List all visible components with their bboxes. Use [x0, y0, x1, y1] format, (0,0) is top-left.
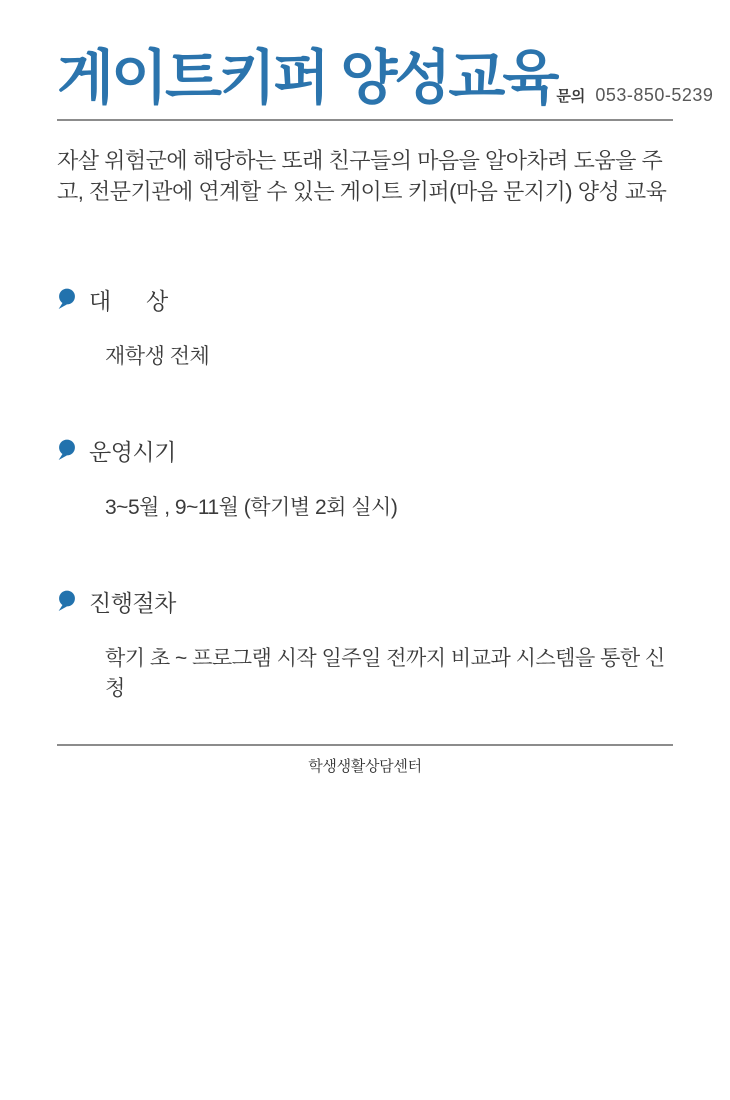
section-label: 진행절차	[89, 589, 176, 616]
contact-info	[556, 85, 713, 110]
speech-bubble-bullet-icon	[57, 288, 77, 310]
page-title: 게이트키퍼 양성교육	[57, 45, 557, 111]
section-label: 운영시기	[89, 438, 176, 465]
program-description: 자살 위험군에 해당하는 또래 친구들의 마음을 알아차려 도움을 주고, 전문기관에 연계할 수 있는 게이트 키퍼(마음 문지기) 양성 교육	[57, 147, 667, 204]
header-divider	[57, 119, 673, 121]
section-content: 재학생 전체	[105, 344, 210, 368]
footer-divider	[57, 744, 673, 746]
section-label: 대 상	[89, 287, 168, 314]
header	[57, 45, 714, 111]
section-procedure	[57, 585, 673, 702]
footer	[57, 744, 673, 776]
section-content: 학기 초 ~ 프로그램 시작 일주일 전까지 비교과 시스템을 통한 신청	[105, 646, 665, 700]
section-content: 3~5월 , 9~11월 (학기별 2회 실시)	[105, 495, 398, 519]
speech-bubble-bullet-icon	[57, 439, 77, 461]
section-list	[57, 283, 673, 702]
footer-org-name: 학생생활상담센터	[308, 758, 422, 775]
speech-bubble-bullet-icon	[57, 590, 77, 612]
section-header	[57, 585, 673, 618]
contact-label: 문의	[556, 87, 586, 105]
section-header	[57, 434, 673, 467]
contact-phone-number: 053-850-5239	[595, 84, 714, 105]
section-header	[57, 283, 673, 316]
section-target	[57, 283, 673, 370]
section-schedule	[57, 434, 673, 521]
